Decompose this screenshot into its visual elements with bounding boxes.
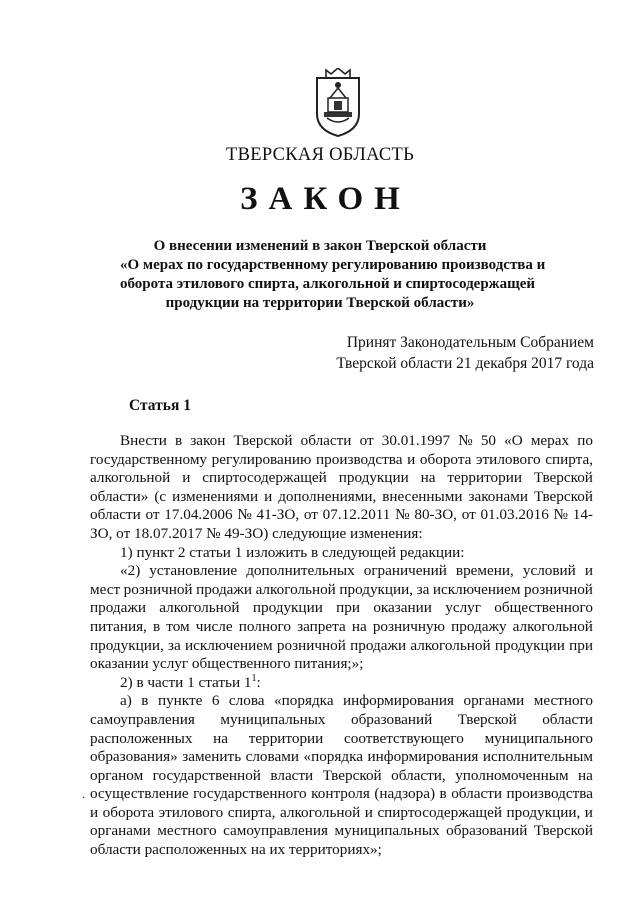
article-line xyxy=(90,544,593,563)
word: алкогольной xyxy=(159,599,240,617)
word: государственному xyxy=(90,450,208,468)
word: от xyxy=(461,506,476,524)
word: внесенными xyxy=(382,487,463,505)
margin-mark: . xyxy=(82,787,85,801)
law-subtitle xyxy=(120,237,546,313)
document-type-title: ЗАКОН xyxy=(240,181,411,217)
word: алкогольной xyxy=(280,803,361,821)
line-text: оказании услуг общественного питания;»; xyxy=(90,655,364,673)
word: алкогольной xyxy=(410,636,491,654)
word: и xyxy=(584,562,593,580)
article-body xyxy=(90,432,593,860)
word: оборота xyxy=(419,450,472,468)
word: продукции xyxy=(338,469,409,487)
word: 07.12.2011 xyxy=(322,506,391,524)
word: продукции xyxy=(494,636,565,654)
word: в xyxy=(439,785,447,803)
word: № xyxy=(237,506,252,524)
subtitle-line: О внесении изменений в закон Тверской области xyxy=(153,238,487,254)
word: «порядка xyxy=(303,748,363,766)
article-line xyxy=(90,711,593,730)
word: области, xyxy=(391,766,446,784)
word: 17.04.2006 xyxy=(164,506,233,524)
word: том xyxy=(166,617,190,635)
line-text: 2) в части 1 статьи 1 xyxy=(120,673,252,691)
word: 30.01.1997 xyxy=(381,432,451,449)
word: Тверской xyxy=(533,487,593,505)
line-text: 1) пункт 2 статьи 1 изложить в следующей редакции: xyxy=(120,543,465,561)
word: (с xyxy=(154,487,167,505)
word: розничной xyxy=(123,580,193,598)
word: от xyxy=(303,506,318,524)
word: на xyxy=(420,469,436,487)
article-line xyxy=(90,581,593,600)
word: дополнительных xyxy=(246,562,355,580)
word: розничную xyxy=(372,617,445,635)
word: информирования xyxy=(367,748,479,766)
word: в xyxy=(141,692,149,710)
word: спирта, xyxy=(227,803,276,821)
word: № xyxy=(553,506,568,524)
article-line xyxy=(90,785,593,804)
word: слова xyxy=(228,692,265,710)
word: продажи xyxy=(350,636,407,654)
word: по xyxy=(577,432,593,449)
article-line xyxy=(90,488,593,507)
word: заменить xyxy=(182,748,242,766)
word: этилового xyxy=(158,803,224,821)
superscript: 1 xyxy=(251,672,257,684)
word: 50 xyxy=(480,432,496,449)
word: и xyxy=(182,469,191,487)
word: Тверской xyxy=(533,822,593,840)
word: территории xyxy=(447,469,522,487)
word: и xyxy=(584,803,593,821)
word: продукции, xyxy=(339,580,414,598)
word: услуг xyxy=(445,599,481,617)
word: алкогольной xyxy=(512,617,593,635)
article-line xyxy=(90,822,593,841)
word: продукции, xyxy=(90,636,164,654)
word: продажи xyxy=(196,580,253,598)
word: № xyxy=(458,432,473,449)
article-line xyxy=(90,451,593,470)
word: на xyxy=(213,729,229,747)
word: муниципального xyxy=(484,729,593,747)
word: оказании xyxy=(373,599,432,617)
word: соответствующего xyxy=(344,729,464,747)
word: питания, xyxy=(90,617,147,635)
word: производства xyxy=(316,450,403,468)
subtitle-line: оборота этилового спирта, алкогольной и спиртосодержащей xyxy=(120,276,536,292)
word: органом xyxy=(90,766,144,784)
word: исполнительным xyxy=(482,748,593,766)
word: области xyxy=(542,710,593,728)
word: спирта, xyxy=(545,450,593,468)
word: территории xyxy=(248,729,324,747)
word: Тверской xyxy=(533,469,593,487)
subtitle-line: продукции на территории Тверской области» xyxy=(165,295,475,311)
word: самоуправления xyxy=(90,710,195,728)
article-line xyxy=(90,637,593,656)
adoption-note xyxy=(336,332,594,374)
word: информирования xyxy=(343,692,454,710)
article-line xyxy=(90,525,593,544)
word: и xyxy=(407,450,416,468)
word: образований xyxy=(446,822,528,840)
word: регулированию xyxy=(211,450,312,468)
word: розничной xyxy=(524,580,593,598)
word: «2) xyxy=(120,562,141,580)
word: за xyxy=(168,636,181,654)
word: при xyxy=(336,599,360,617)
word: пункте xyxy=(157,692,203,710)
article-line xyxy=(90,841,593,860)
word: Тверской xyxy=(457,710,517,728)
article-line xyxy=(90,599,593,618)
word: на xyxy=(351,617,367,635)
article-line xyxy=(90,674,593,693)
article-line xyxy=(90,748,593,767)
word: исключением xyxy=(432,580,521,598)
word: мест xyxy=(90,580,121,598)
word: за xyxy=(416,580,430,598)
article-line xyxy=(90,562,593,581)
word: муниципальных xyxy=(220,710,326,728)
word: мерах xyxy=(530,432,570,449)
word: 14- xyxy=(572,506,593,524)
word: розничной xyxy=(276,636,346,654)
word: расположенных xyxy=(90,729,193,747)
word: полного xyxy=(238,617,291,635)
word: ограничений xyxy=(363,562,447,580)
article-line xyxy=(90,804,593,823)
word: спиртосодержащей xyxy=(377,803,502,821)
tver-coat-of-arms-icon xyxy=(313,68,363,138)
word: 6 xyxy=(211,692,220,710)
word: 41-ЗО, xyxy=(256,506,300,524)
article-line xyxy=(90,506,593,525)
word: государственного xyxy=(193,785,307,803)
word: местного xyxy=(157,822,217,840)
word: алкогольной xyxy=(255,580,336,598)
word: и xyxy=(90,803,99,821)
word: области xyxy=(90,506,141,524)
article-line xyxy=(90,432,593,451)
adoption-line: Принят Законодательным Собранием xyxy=(346,334,594,351)
word: при xyxy=(569,636,593,654)
article-line xyxy=(90,618,593,637)
word: продукции, xyxy=(506,803,581,821)
adoption-line: Тверской области 21 декабря 2017 года xyxy=(336,355,594,372)
word: алкогольной xyxy=(90,469,171,487)
word: образований xyxy=(350,710,433,728)
word: запрета xyxy=(297,617,346,635)
word: продукции xyxy=(252,599,323,617)
word: исключением xyxy=(185,636,273,654)
article-heading: Статья 1 xyxy=(129,397,191,414)
word: продажи xyxy=(90,599,146,617)
article-line xyxy=(90,692,593,711)
word: числе xyxy=(195,617,233,635)
word: осуществление xyxy=(90,785,189,803)
subtitle-line: «О мерах по государственному регулированию производства и xyxy=(120,257,546,273)
word: органами xyxy=(90,822,151,840)
word: этилового xyxy=(476,450,541,468)
article-line xyxy=(90,655,593,674)
word: и xyxy=(264,487,273,505)
word: от xyxy=(359,432,374,449)
word: Тверской xyxy=(233,432,293,449)
word: Тверской xyxy=(322,766,382,784)
word: Внести xyxy=(120,432,167,449)
word: власти xyxy=(270,766,314,784)
word: а) xyxy=(120,692,132,710)
word: дополнениями, xyxy=(278,487,377,505)
word: уполномоченным xyxy=(455,766,569,784)
word: самоуправления xyxy=(223,822,328,840)
line-text: области расположенных на их территориях»; xyxy=(90,841,382,859)
word: области xyxy=(300,432,352,449)
word: оборота xyxy=(102,803,155,821)
word: законами xyxy=(468,487,529,505)
word: установление xyxy=(149,562,238,580)
word: образования» xyxy=(90,748,178,766)
word: общественного xyxy=(494,599,593,617)
word: изменениями xyxy=(172,487,259,505)
word: и xyxy=(364,803,373,821)
word: от xyxy=(145,506,160,524)
line-text: ЗО, от 18.07.2017 № 49-ЗО) следующие изменения: xyxy=(90,524,423,542)
word: области xyxy=(451,785,502,803)
article-line xyxy=(90,469,593,488)
word: «О xyxy=(504,432,523,449)
word: времени, xyxy=(455,562,514,580)
word: (надзора) xyxy=(374,785,436,803)
word: производства xyxy=(506,785,593,803)
word: закон xyxy=(190,432,226,449)
colon: : xyxy=(256,673,261,691)
word: контроля xyxy=(311,785,370,803)
word: «порядка xyxy=(274,692,334,710)
word: области» xyxy=(90,487,149,505)
word: 01.03.2016 xyxy=(480,506,549,524)
word: в xyxy=(175,432,183,449)
article-line xyxy=(90,767,593,786)
region-name: ТВЕРСКАЯ ОБЛАСТЬ xyxy=(225,145,415,165)
word: местного xyxy=(533,692,593,710)
word: условий xyxy=(522,562,576,580)
word: 80-ЗО, xyxy=(414,506,457,524)
word: в xyxy=(152,617,161,635)
word: спиртосодержащей xyxy=(202,469,327,487)
word: государственной xyxy=(152,766,261,784)
word: муниципальных xyxy=(334,822,440,840)
word: на xyxy=(578,766,593,784)
word: органами xyxy=(463,692,525,710)
word: словами xyxy=(245,748,299,766)
article-line xyxy=(90,730,593,749)
word: № xyxy=(395,506,410,524)
word: продажу xyxy=(451,617,507,635)
